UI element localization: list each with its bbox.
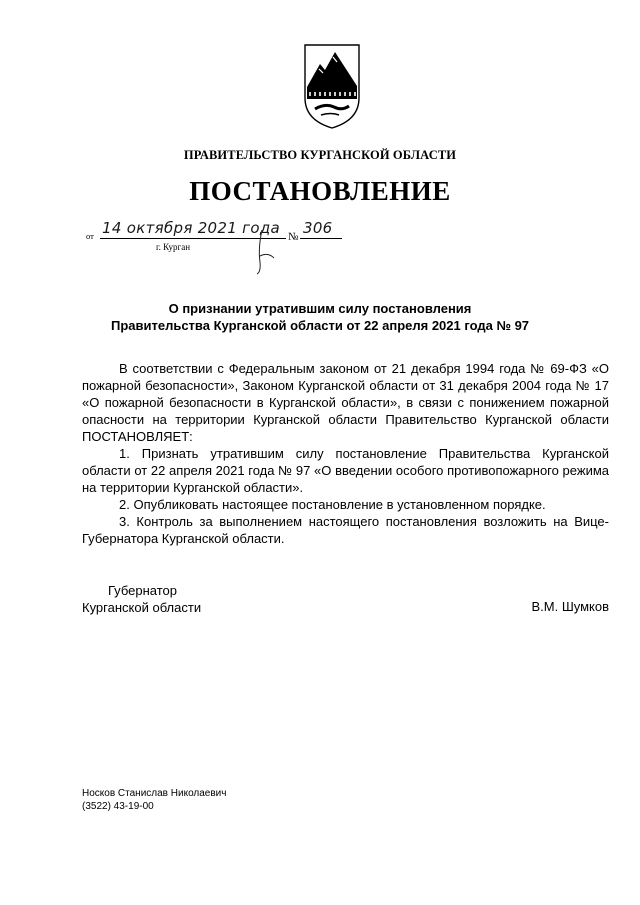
handwritten-stroke bbox=[248, 228, 288, 276]
resolution-item-3: 3. Контроль за выполнением настоящего постановления возложить на Вице-Губернатора Курганской области. bbox=[82, 514, 609, 546]
resolution-item-2: 2. Опубликовать настоящее постановление в установленном порядке. bbox=[119, 497, 546, 512]
signatory-position bbox=[82, 582, 201, 616]
title-line-2: Правительства Курганской области от 22 апреля 2021 года № 97 bbox=[110, 318, 530, 333]
city-label: г. Курган bbox=[156, 242, 191, 252]
contact-phone: (3522) 43-19-00 bbox=[82, 801, 154, 812]
position-line-2: Курганской области bbox=[82, 600, 202, 615]
title-line-1: О признании утратившим силу постановления bbox=[168, 301, 472, 316]
signatory-name: В.М. Шумков bbox=[531, 599, 609, 614]
coat-of-arms-emblem bbox=[301, 42, 363, 130]
handwritten-date: 14 октября 2021 года bbox=[102, 219, 280, 237]
date-prefix: от bbox=[86, 231, 94, 241]
position-line-1: Губернатор bbox=[108, 583, 177, 598]
government-name: ПРАВИТЕЛЬСТВО КУРГАНСКОЙ ОБЛАСТИ bbox=[183, 148, 457, 162]
number-prefix: № bbox=[288, 231, 299, 243]
number-underline bbox=[300, 238, 342, 239]
contact-block bbox=[82, 787, 226, 813]
contact-name: Носков Станислав Николаевич bbox=[82, 788, 227, 799]
document-title bbox=[0, 300, 640, 334]
handwritten-number: 306 bbox=[303, 219, 333, 237]
resolution-item-1: 1. Признать утратившим силу постановление Правительства Курганской области от 22 апреля 2021 года № 97 «О введении особого противопожарного режима на территории Курганской области». bbox=[82, 446, 609, 495]
preamble-paragraph: В соответствии с Федеральным законом от 21 декабря 1994 года № 69-ФЗ «О пожарной безопасности», Законом Курганской области от 31 декабря 2004 года № 17 «О пожарной безопасности в Курганской области», в связи с понижением пожарной опасности на территории Курганской области Правительство Курганской области ПОСТАНОВЛЯЕТ: bbox=[82, 361, 609, 444]
document-type-heading: ПОСТАНОВЛЕНИЕ bbox=[189, 176, 451, 206]
document-body bbox=[82, 360, 609, 547]
